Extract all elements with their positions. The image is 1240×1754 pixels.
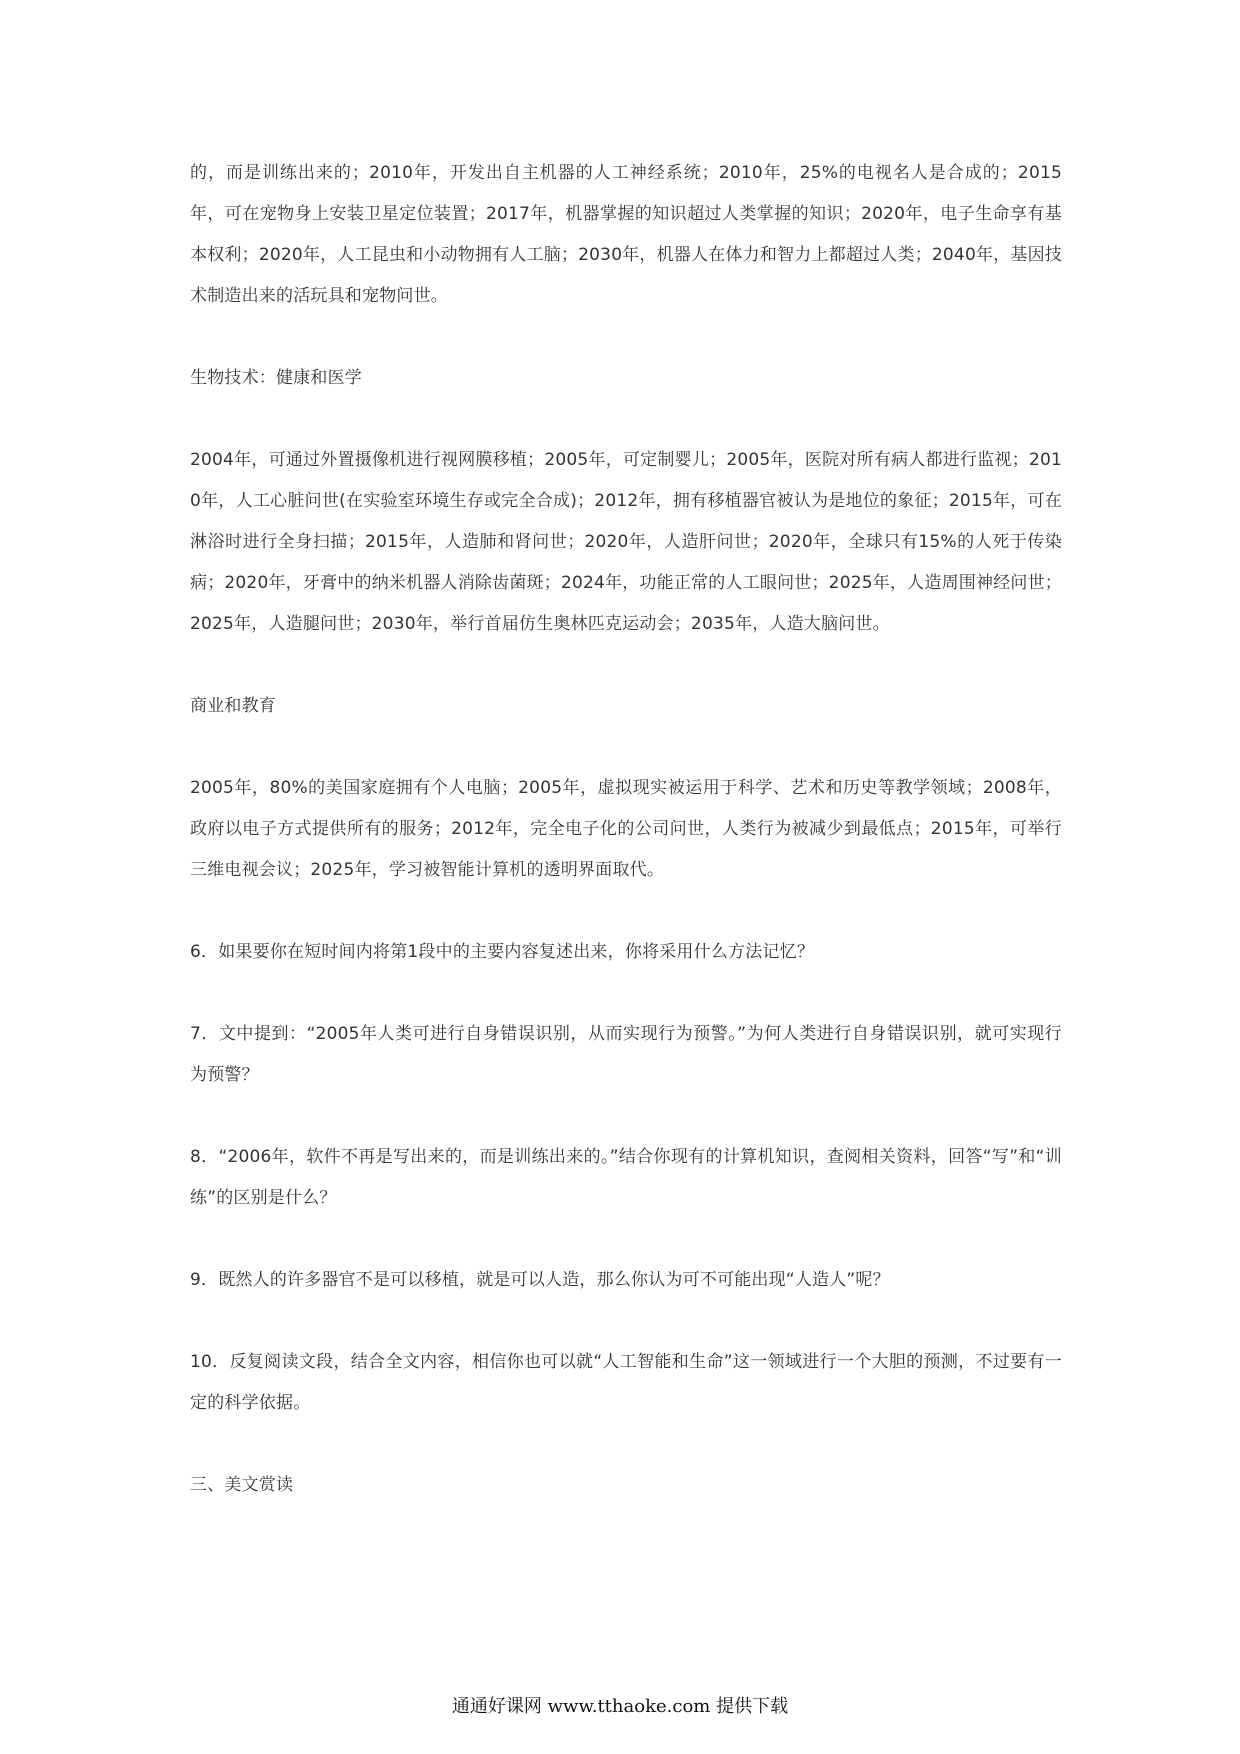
section-heading-business: 商业和教育 xyxy=(190,696,276,716)
question-10: 10．反复阅读文段，结合全文内容，相信你也可以就“人工智能和生命”这一领域进行一个大胆的预测，不过要有一定的科学依据。 xyxy=(190,1352,1062,1413)
question-9: 9．既然人的许多器官不是可以移植，就是可以人造，那么你认为可不可能出现“人造人”呢？ xyxy=(190,1270,890,1290)
page-footer: 通通好课网 www.tthaoke.com 提供下载 xyxy=(451,1696,789,1717)
paragraph-business-timeline: 2005年，80%的美国家庭拥有个人电脑；2005年，虚拟现实被运用于科学、艺术和历史等教学领域；2008年，政府以电子方式提供所有的服务；2012年，完全电子化的公司问世，人类行为被减少到最低点；2015年，可举行三维电视会议；2025年，学习被智能计算机的透明界面取代。 xyxy=(190,778,1062,880)
section-heading-biotech: 生物技术：健康和医学 xyxy=(190,368,362,388)
question-8: 8．“2006年，软件不再是写出来的，而是训练出来的。”结合你现有的计算机知识，查阅相关资料，回答“写”和“训练”的区别是什么？ xyxy=(190,1147,1062,1208)
question-7: 7．文中提到：“2005年人类可进行自身错误识别，从而实现行为预警。”为何人类进行自身错误识别，就可实现行为预警？ xyxy=(190,1024,1062,1085)
section-heading-reading: 三、美文赏读 xyxy=(190,1475,294,1495)
paragraph-biotech-timeline: 2004年，可通过外置摄像机进行视网膜移植；2005年，可定制婴儿；2005年，医院对所有病人都进行监视；2010年，人工心脏问世(在实验室环境生存或完全合成)；2012年，拥有移植器官被认为是地位的象征；2015年，可在淋浴时进行全身扫描；2015年，人造肺和肾问世；2020年，人造肝问世；2020年，全球只有15%的人死于传染病；2020年，牙膏中的纳米机器人消除齿菌斑；2024年，功能正常的人工眼问世；2025年，人造周围神经问世；2025年，人造腿问世；2030年，举行首届仿生奥林匹克运动会；2035年，人造大脑问世。 xyxy=(190,450,1062,634)
paragraph-ai-timeline: 的，而是训练出来的；2010年，开发出自主机器的人工神经系统；2010年，25%的电视名人是合成的；2015年，可在宠物身上安装卫星定位装置；2017年，机器掌握的知识超过人类掌握的知识；2020年，电子生命享有基本权利；2020年，人工昆虫和小动物拥有人工脑；2030年，机器人在体力和智力上都超过人类；2040年，基因技术制造出来的活玩具和宠物问世。 xyxy=(190,163,1062,306)
question-6: 6．如果要你在短时间内将第1段中的主要内容复述出来，你将采用什么方法记忆？ xyxy=(190,942,815,962)
document-body xyxy=(190,153,1062,1547)
